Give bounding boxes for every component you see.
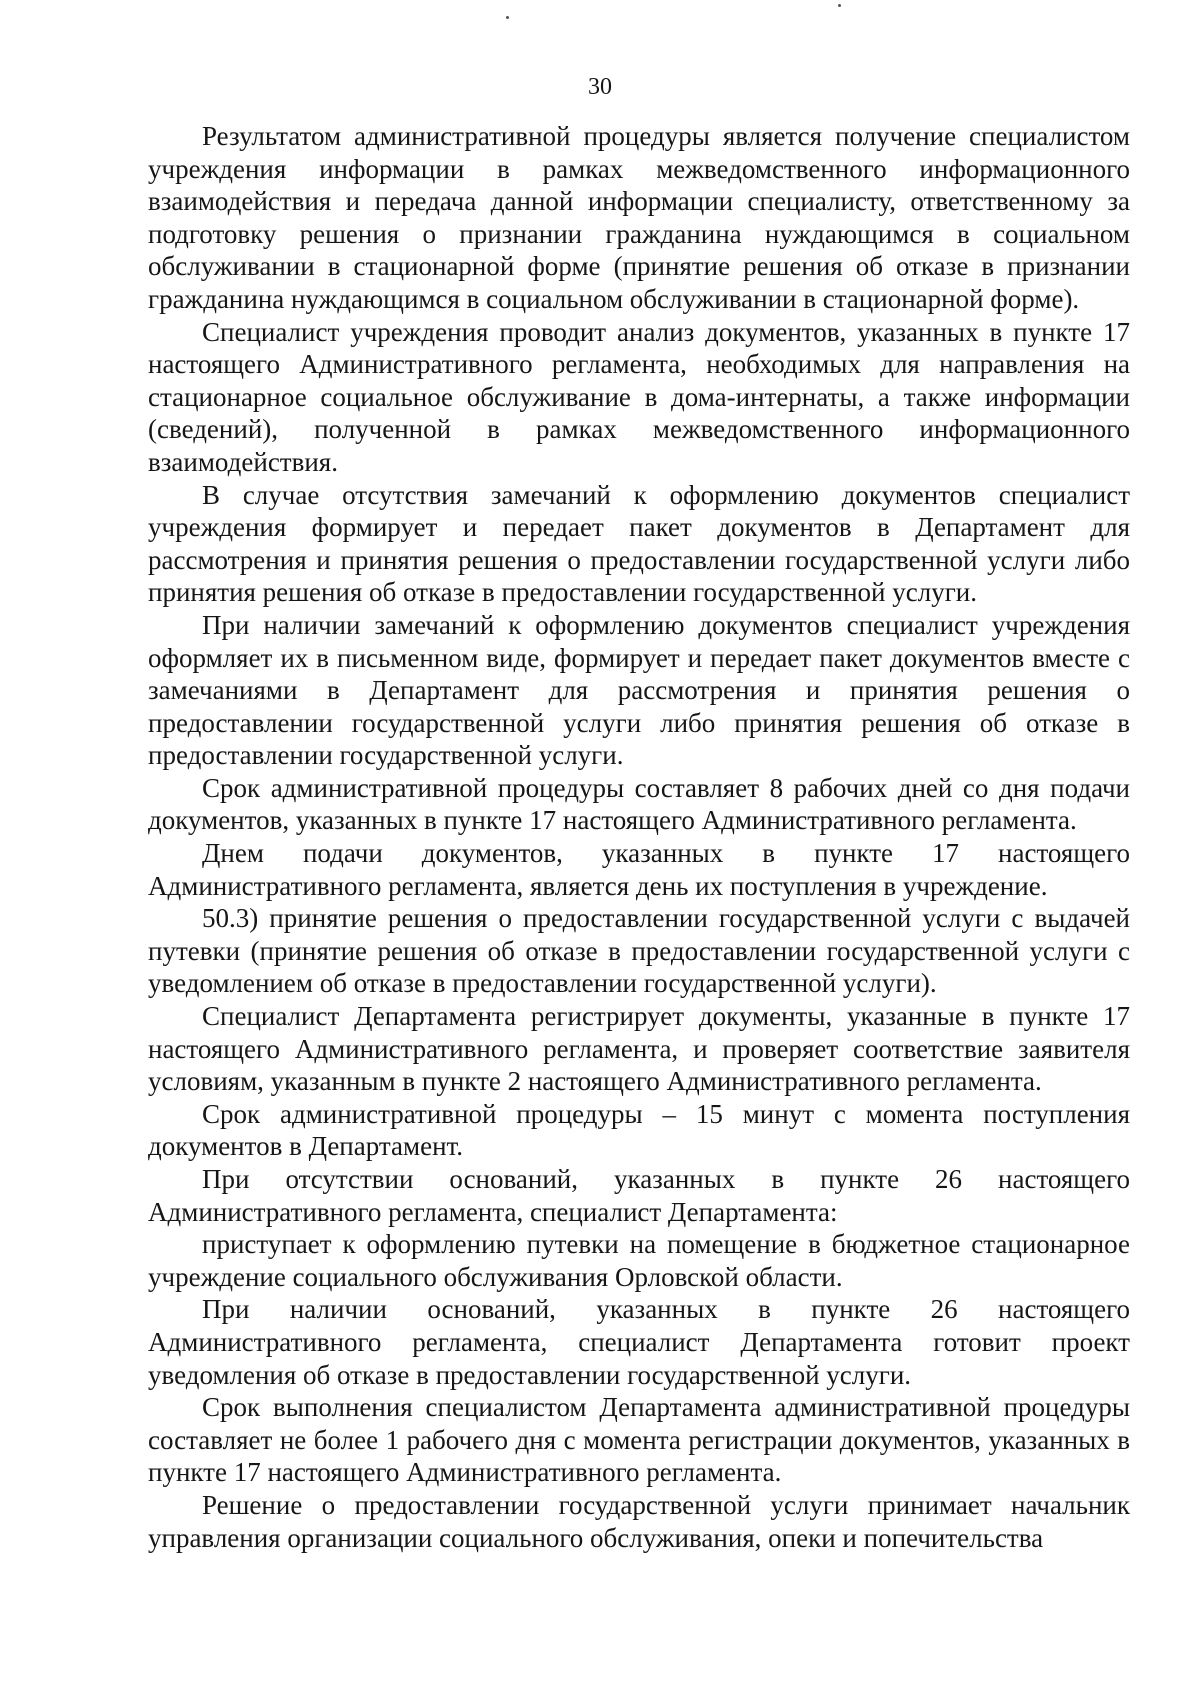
paragraph-result: Результатом административной процедуры является получение специалистом учреждения информации в рамках межведомственного информационного взаимодействия и передача данной информации специалисту, ответственному за подготовку решения о признании гражданина нуждающимся в социальном обслуживании в стационарной форме (принятие решения об отказе в признании гражданина нуждающимся в социальном обслуживании в стационарной форме). [148, 121, 1130, 314]
paragraph-no-remarks: В случае отсутствия замечаний к оформлению документов специалист учреждения формирует и передает пакет документов в Департамент для рассмотрения и принятия решения о предоставлении государственной услуги либо принятия решения об отказе в предоставлении государственной услуги. [148, 479, 1130, 608]
scan-speck [506, 16, 509, 19]
paragraph-term-1-day: Срок выполнения специалистом Департамента административной процедуры составляет не более 1 рабочего дня с момента регистрации документов, указанных в пункте 17 настоящего Административного регламента. [148, 1392, 1130, 1488]
paragraph-registration: Специалист Департамента регистрирует документы, указанные в пункте 17 настоящего Административного регламента, и проверяет соответствие заявителя условиям, указанным в пункте 2 настоящего Административного регламента. [148, 1001, 1130, 1097]
paragraph-voucher: приступает к оформлению путевки на помещение в бюджетное стационарное учреждение социального обслуживания Орловской области. [148, 1229, 1130, 1292]
paragraph-term-15-min: Срок административной процедуры – 15 минут с момента поступления документов в Департамент. [148, 1098, 1130, 1162]
paragraph-term-8-days: Срок административной процедуры составляет 8 рабочих дней со дня подачи документов, указанных в пункте 17 настоящего Административного регламента. [148, 772, 1130, 836]
paragraph-no-grounds: При отсутствии оснований, указанных в пункте 26 настоящего Административного регламента, специалист Департамента: [148, 1164, 1130, 1227]
paragraph-grounds: При наличии оснований, указанных в пункте 26 настоящего Административного регламента, специалист Департамента готовит проект уведомления об отказе в предоставлении государственной услуги. [148, 1294, 1130, 1390]
scan-speck [838, 4, 841, 7]
paragraph-50-3: 50.3) принятие решения о предоставлении государственной услуги с выдачей путевки (принятие решения об отказе в предоставлении государственной услуги с уведомлением об отказе в предоставлении государственной услуги). [148, 903, 1130, 999]
paragraph-remarks: При наличии замечаний к оформлению документов специалист учреждения оформляет их в письменном виде, формирует и передает пакет документов вместе с замечаниями в Департамент для рассмотрения и принятия решения о предоставлении государственной услуги либо принятия решения об отказе в предоставлении государственной услуги. [148, 609, 1130, 771]
paragraph-decision: Решение о предоставлении государственной услуги принимает начальник управления организации социального обслуживания, опеки и попечительства [148, 1489, 1130, 1553]
paragraph-analysis: Специалист учреждения проводит анализ документов, указанных в пункте 17 настоящего Административного регламента, необходимых для направления на стационарное социальное обслуживание в дома-интернаты, а также информации (сведений), полученной в рамках межведомственного информационного взаимодействия. [148, 316, 1130, 477]
paragraph-submission-day: Днем подачи документов, указанных в пункте 17 настоящего Административного регламента, является день их поступления в учреждение. [148, 838, 1130, 901]
document-body [148, 120, 1130, 1554]
page-number: 30 [588, 74, 612, 100]
